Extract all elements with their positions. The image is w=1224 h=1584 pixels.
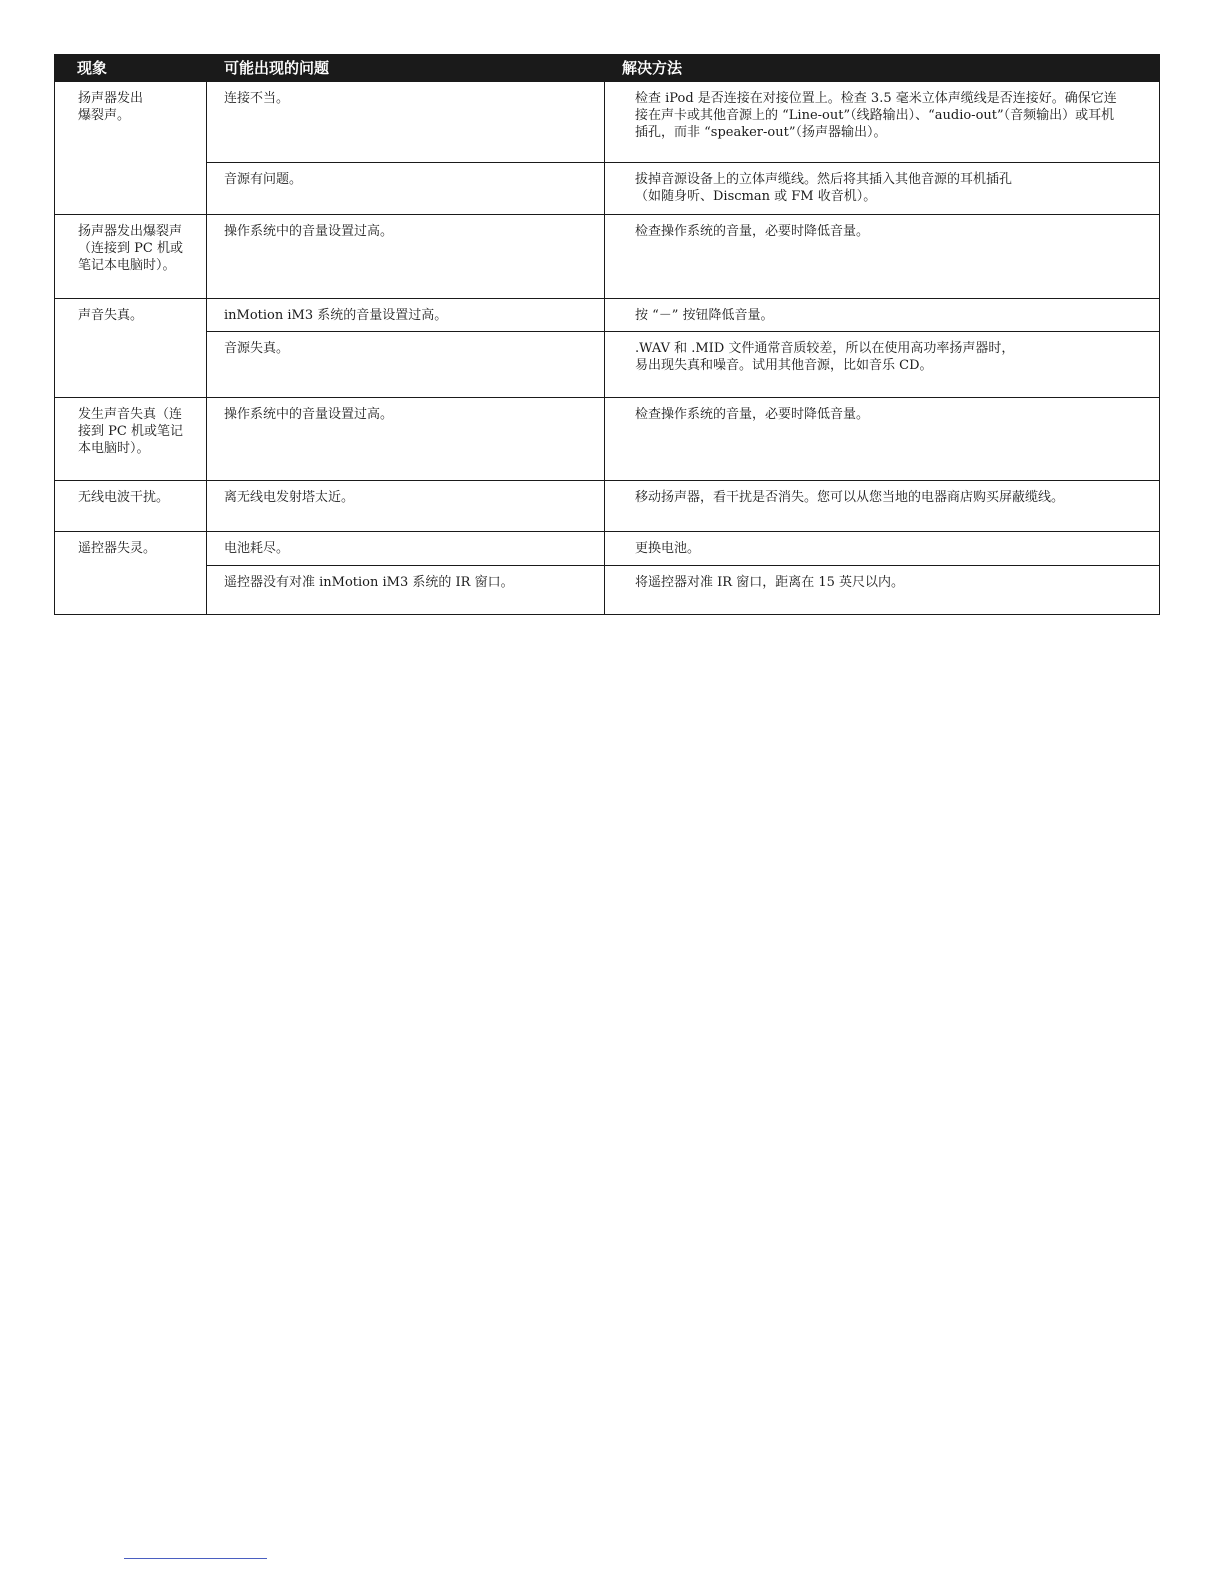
problem-cell: 音源有问题。	[207, 163, 605, 215]
table-row	[55, 532, 1160, 566]
table-row	[55, 398, 1160, 481]
symptom-cell: 扬声器发出 爆裂声。	[55, 82, 207, 215]
solution-cell: 移动扬声器，看干扰是否消失。您可以从您当地的电器商店购买屏蔽缆线。	[605, 481, 1160, 532]
problem-cell: 操作系统中的音量设置过高。	[207, 398, 605, 481]
problem-cell: inMotion iM3 系统的音量设置过高。	[207, 299, 605, 332]
problem-cell: 操作系统中的音量设置过高。	[207, 215, 605, 299]
table-row	[55, 82, 1160, 163]
solution-cell: 更换电池。	[605, 532, 1160, 566]
table-row	[55, 332, 1160, 398]
troubleshooting-table	[54, 54, 1160, 615]
symptom-cell: 声音失真。	[55, 299, 207, 398]
table-row	[55, 215, 1160, 299]
table-row	[55, 163, 1160, 215]
table-row	[55, 481, 1160, 532]
problem-cell: 音源失真。	[207, 332, 605, 398]
solution-cell: 将遥控器对准 IR 窗口，距离在 15 英尺以内。	[605, 566, 1160, 615]
footer-rule	[124, 1558, 267, 1559]
problem-cell: 电池耗尽。	[207, 532, 605, 566]
solution-cell: 检查操作系统的音量，必要时降低音量。	[605, 215, 1160, 299]
symptom-cell: 遥控器失灵。	[55, 532, 207, 615]
table-header-row	[55, 55, 1160, 82]
solution-cell: 按 “－” 按钮降低音量。	[605, 299, 1160, 332]
header-problem: 可能出现的问题	[207, 55, 605, 82]
problem-cell: 离无线电发射塔太近。	[207, 481, 605, 532]
symptom-cell: 扬声器发出爆裂声 （连接到 PC 机或 笔记本电脑时）。	[55, 215, 207, 299]
problem-cell: 遥控器没有对准 inMotion iM3 系统的 IR 窗口。	[207, 566, 605, 615]
solution-cell: 拔掉音源设备上的立体声缆线。然后将其插入其他音源的耳机插孔 （如随身听、Discman 或 FM 收音机）。	[605, 163, 1160, 215]
table-row	[55, 566, 1160, 615]
solution-cell: 检查 iPod 是否连接在对接位置上。检查 3.5 毫米立体声缆线是否连接好。确保它连 接在声卡或其他音源上的 “Line-out”（线路输出）、“audio-out”（音频输出）或耳机 插孔，而非 “speaker-out”（扬声器输出）。	[605, 82, 1160, 163]
problem-cell: 连接不当。	[207, 82, 605, 163]
solution-cell: 检查操作系统的音量，必要时降低音量。	[605, 398, 1160, 481]
header-symptom: 现象	[55, 55, 207, 82]
table-row	[55, 299, 1160, 332]
solution-cell: .WAV 和 .MID 文件通常音质较差，所以在使用高功率扬声器时， 易出现失真和噪音。试用其他音源，比如音乐 CD。	[605, 332, 1160, 398]
symptom-cell: 无线电波干扰。	[55, 481, 207, 532]
header-solution: 解决方法	[605, 55, 1160, 82]
symptom-cell: 发生声音失真（连 接到 PC 机或笔记 本电脑时）。	[55, 398, 207, 481]
